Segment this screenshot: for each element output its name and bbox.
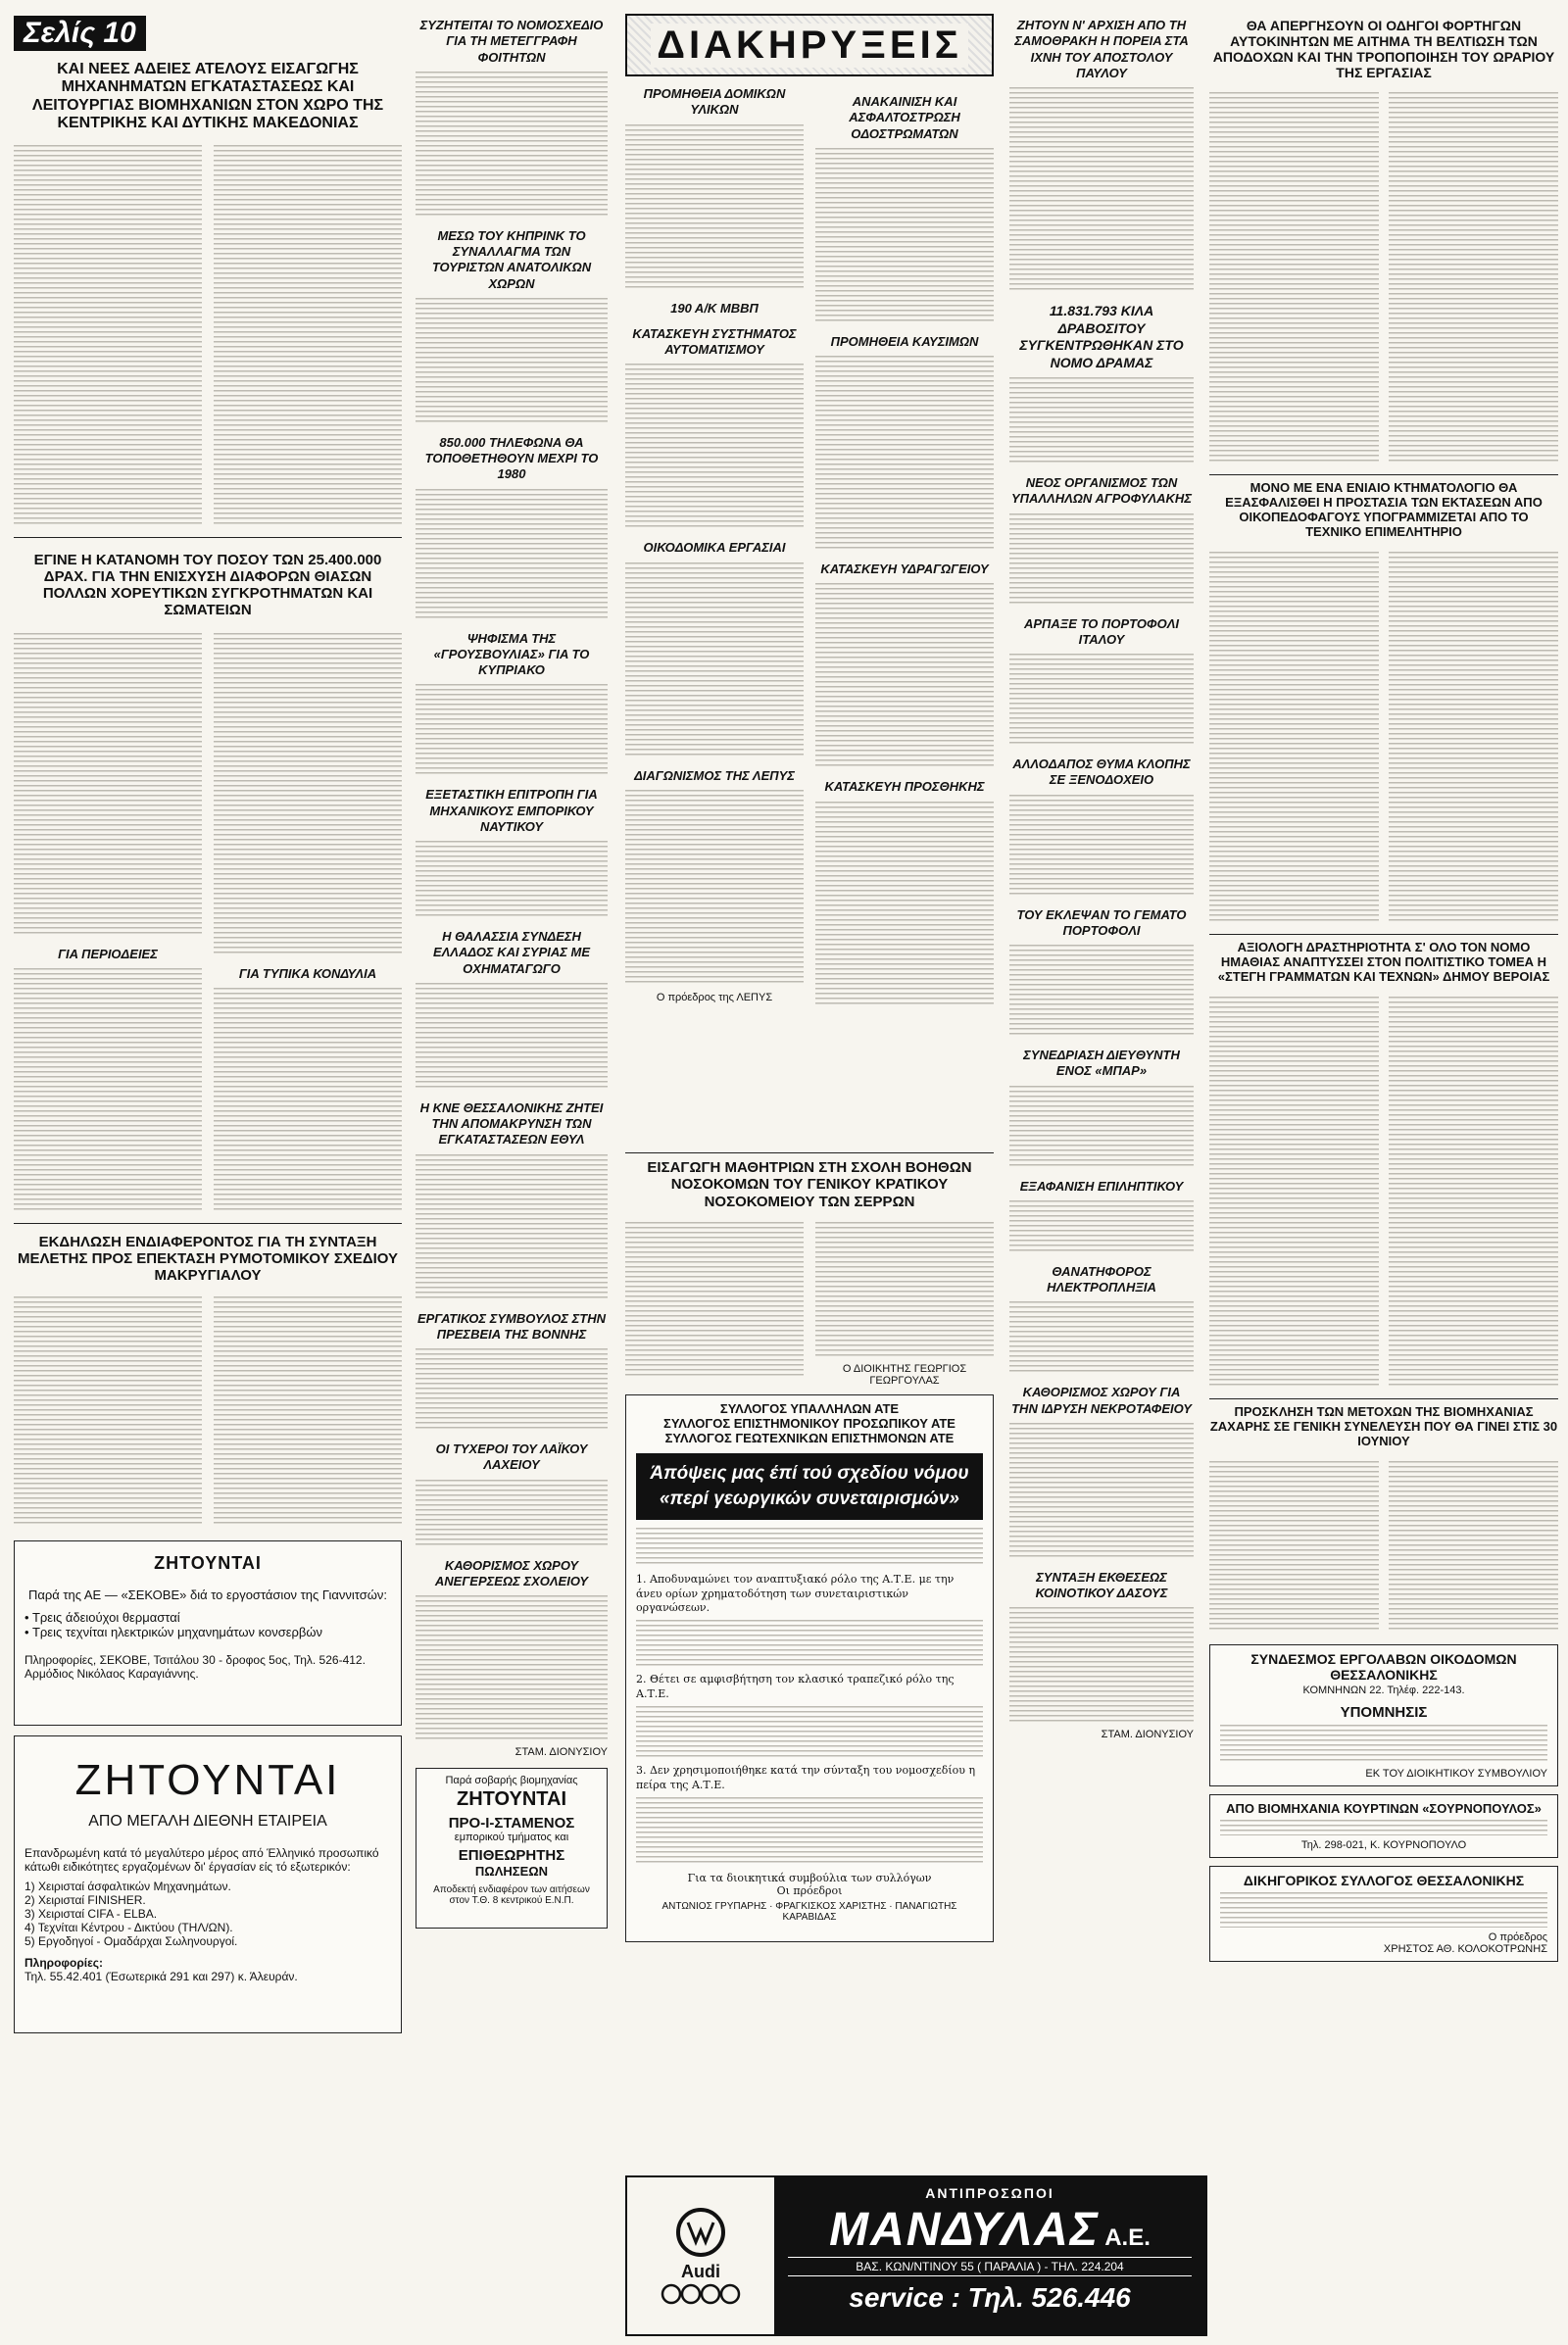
ad-small-jobs — [416, 1768, 608, 1929]
banner-diakiryxeis — [625, 14, 994, 76]
ad-intl-intro: Επανδρωμένη κατά τό μεγαλύτερο μέρος από Έλληνικό προσωπικό κάτωθι ειδικότητες εργαζομένων δι' έργασίαν είς τό εξωτερικόν: — [24, 1845, 379, 1874]
ad-intl-item: 4) Τεχνίται Κέντρου - Δικτύου (ΤΗΛ/ΩΝ). — [24, 1920, 233, 1934]
subhead-supplies: ΠΡΟΜΗΘΕΙΑ ΚΑΥΣΙΜΩΝ — [830, 333, 979, 349]
mandylas-service: service : Τηλ. 526.446 — [849, 2282, 1131, 2313]
union-line3: ΣΥΛΛΟΓΟΣ ΓΕΩΤΕΧΝΙΚΩΝ ΕΠΙΣΤΗΜΟΝΩΝ ΑΤΕ — [664, 1430, 955, 1445]
ad-international — [14, 1735, 402, 2033]
headline-veria-culture: ΑΞΙΟΛΟΓΗ ΔΡΑΣΤΗΡΙΟΤΗΤΑ Σ' ΟΛΟ ΤΟΝ ΝΟΜΟ ΗΜΑΘΙΑΣ ΑΝΑΠΤΥΣΣΕΙ ΣΤΟΝ ΠΟΛΙΤΙΣΤΙΚΟ ΤΟΜΕΑ Η «ΣΤΕΓΗ ΓΡΑΜΜΑΤΩΝ ΚΑΙ ΤΕΧΝΩΝ» ΔΗΜΟΥ ΒΕΡΟΙΑΣ — [1217, 940, 1550, 984]
headline-corn: 11.831.793 ΚΙΛΑ ΔΡΑΒΟΣΙΤΟΥ ΣΥΓΚΕΝΤΡΩΘΗΚΑΝ ΣΤΟ ΝΟΜΟ ΔΡΑΜΑΣ — [1019, 303, 1184, 370]
headline-snatched: ΑΡΠΑΞΕ ΤΟ ΠΟΡΤΟΦΟΛΙ ΙΤΑΛΟΥ — [1023, 615, 1180, 647]
headline-lottery: ΟΙ ΤΥΧΕΡΟΙ ΤΟΥ ΛΑΪΚΟΥ ΛΑΧΕΙΟΥ — [435, 1441, 588, 1473]
ad-lawyers — [1209, 1866, 1558, 1962]
headline-committee: ΕΞΕΤΑΣΤΙΚΗ ΕΠΙΤΡΟΠΗ ΓΙΑ ΜΗΧΑΝΙΚΟΥΣ ΕΜΠΟΡΙΚΟΥ ΝΑΥΤΙΚΟΥ — [425, 787, 598, 834]
contractors-title: ΣΥΝΔΕΣΜΟΣ ΕΡΓΟΛΑΒΩΝ ΟΙΚΟΔΟΜΩΝ ΘΕΣΣΑΛΟΝΙΚΗΣ — [1250, 1650, 1517, 1683]
subhead-construction: ΟΙΚΟΔΟΜΙΚΑ ΕΡΓΑΣΙΑΙ — [643, 540, 786, 556]
column-4 — [1009, 0, 1194, 1740]
headline-bonn: ΕΡΓΑΤΙΚΟΣ ΣΥΜΒΟΥΛΟΣ ΣΤΗΝ ΠΡΕΣΒΕΙΑ ΤΗΣ ΒΟΝΝΗΣ — [416, 1310, 607, 1342]
mandylas-address: ΒΑΣ. ΚΩΝ/ΝΤΙΝΟΥ 55 ( ΠΑΡΑΛΙΑ ) - ΤΗΛ. 224.204 — [788, 2257, 1192, 2276]
column-2 — [416, 0, 608, 1929]
column-1 — [14, 0, 402, 2033]
reminder-title: ΥΠΟΜΝΗΣΙΣ — [1340, 1703, 1428, 1721]
headline-organization: ΝΕΟΣ ΟΡΓΑΝΙΣΜΟΣ ΤΩΝ ΥΠΑΛΛΗΛΩΝ ΑΓΡΟΦΥΛΑΚΗΣ — [1010, 475, 1192, 507]
lawyers-name: ΧΡΗΣΤΟΣ ΑΘ. ΚΟΛΟΚΟΤΡΩΝΗΣ — [1383, 1942, 1547, 1955]
vw-logo-icon — [675, 2207, 726, 2258]
curtains-title: ΑΠΟ ΒΙΟΜΗΧΑΝΙΑ ΚΟΥΡΤΙΝΩΝ «ΣΟΥΡΝΟΠΟΥΛΟΣ» — [1226, 1800, 1542, 1816]
lawyers-title: ΔΙΚΗΓΟΡΙΚΟΣ ΣΥΛΛΟΓΟΣ ΘΕΣΣΑΛΟΝΙΚΗΣ — [1243, 1872, 1525, 1888]
article-grant — [14, 629, 402, 1217]
nurses-signature: Ο ΔΙΟΙΚΗΤΗΣ ΓΕΩΡΓΙΟΣ ΓΕΩΡΓΟΥΛΑΣ — [842, 1362, 967, 1387]
headline-transfer: ΣΥΖΗΤΕΙΤΑΙ ΤΟ ΝΟΜΟΣΧΕΔΙΟ ΓΙΑ ΤΗ ΜΕΤΕΓΓΡΑΦΗ ΦΟΙΤΗΤΩΝ — [419, 18, 604, 65]
headline-bar: ΣΥΝΕΔΡΙΑΣΗ ΔΙΕΥΘΥΝΤΗ ΕΝΟΣ «ΜΠΑΡ» — [1023, 1048, 1180, 1079]
subhead-kondylia: ΓΙΑ ΤΥΠΙΚΑ ΚΟΝΔΥΛΙΑ — [238, 965, 377, 981]
ad-intl-contact: Τηλ. 55.42.401 (Έσωτερικά 291 και 297) κ. Άλευράν. — [24, 1969, 298, 1983]
ad-intl-item: 1) Χειρισταί άσφαλτικών Μηχανημάτων. — [24, 1879, 231, 1893]
headline-school-site: ΚΑΘΟΡΙΣΜΟΣ ΧΩΡΟΥ ΑΝΕΓΕΡΣΕΩΣ ΣΧΟΛΕΙΟΥ — [434, 1557, 589, 1588]
mandylas-suffix: Α.Ε. — [1104, 2224, 1151, 2251]
ad-contractors — [1209, 1644, 1558, 1786]
column-3b — [815, 94, 994, 1011]
ad-union — [625, 1394, 994, 1942]
ad-sekove-title: ΖΗΤΟΥΝΤΑΙ — [154, 1552, 262, 1573]
mandylas-name: ΜΑΝΔΥΛΑΣ — [829, 2204, 1101, 2256]
banner-title: ΔΙΑΚΗΡΥΞΕΙΣ — [651, 24, 967, 68]
union-banner-line1: Άπόψεις μας έπί τού σχεδίου νόμου — [650, 1462, 969, 1484]
subhead-heating: ΔΙΑΓΩΝΙΣΜΟΣ ΤΗΣ ΛΕΠΥΣ — [634, 767, 795, 783]
headline-hotel-theft: ΑΛΛΟΔΑΠΟΣ ΘΥΜΑ ΚΛΟΠΗΣ ΣΕ ΞΕΝΟΔΟΧΕΙΟ — [1012, 757, 1191, 788]
audi-rings-icon — [654, 2282, 748, 2306]
column-5 — [1209, 0, 1558, 1962]
headline-machinery: ΚΑΙ ΝΕΕΣ ΑΔΕΙΕΣ ΑΤΕΛΟΥΣ ΕΙΣΑΓΩΓΗΣ ΜΗΧΑΝΗΜΑΤΩΝ ΕΓΚΑΤΑΣΤΑΣΕΩΣ ΚΑΙ ΛΕΙΤΟΥΡΓΙΑΣ ΒΙΟΜΗΧΑΝΙΩΝ ΣΤΟΝ ΧΩΡΟ ΤΗΣ ΚΕΝΤΡΙΚΗΣ ΚΑΙ ΔΥΤΙΚΗΣ ΜΑΚΕΔΟΝΙΑΣ — [31, 61, 384, 132]
union-banner-line2: «περί γεωργικών συνεταιρισμών» — [659, 1488, 959, 1509]
ad-sekove-intro: Παρά της ΑΕ — «ΣΕΚΟΒΕ» διά το εργοστάσιον της Γιαννιτσών: — [27, 1587, 388, 1602]
headline-electrocution: ΘΑΝΑΤΗΦΟΡΟΣ ΗΛΕΚΤΡΟΠΛΗΞΙΑ — [1047, 1263, 1156, 1295]
union-president: Οι πρόεδροι — [776, 1883, 843, 1897]
audi-logo-area — [627, 2177, 774, 2334]
ad-sekove — [14, 1540, 402, 1726]
mandylas-tag: ΑΝΤΙΠΡΟΣΩΠΟΙ — [925, 2185, 1054, 2201]
union-names: ΑΝΤΩΝΙΟΣ ΓΡΥΠΑΡΗΣ · ΦΡΑΓΚΙΣΚΟΣ ΧΑΡΙΣΤΗΣ · ΠΑΝΑΓΙΩΤΗΣ ΚΑΡΑΒΙΔΑΣ — [662, 1900, 957, 1923]
union-point: 2. Θέτει σε αμφισβήτηση τον κλασικό τραπεζικό ρόλο της Α.Τ.Ε. — [636, 1673, 955, 1701]
union-point: 3. Δεν χρησιμοποιήθηκε κατά την σύνταξη του νομοσχεδίου η πείρα της Α.Τ.Ε. — [636, 1763, 976, 1791]
headline-sugar-meeting: ΠΡΟΣΚΛΗΣΗ ΤΩΝ ΜΕΤΟΧΩΝ ΤΗΣ ΒΙΟΜΗΧΑΝΙΑΣ ΖΑΧΑΡΗΣ ΣΕ ΓΕΝΙΚΗ ΣΥΝΕΛΕΥΣΗ ΠΟΥ ΘΑ ΓΙΝΕΙ ΣΤΙΣ 30 ΙΟΥΝΙΟΥ — [1209, 1403, 1558, 1448]
union-point: 1. Αποδυναμώνει τον αναπτυξιακό ρόλο της Α.Τ.Ε. με την άνευ ορίων χρηματοδότηση των συνεταιριστικών οργανώσεων. — [636, 1572, 955, 1615]
headline-kavala: ΜΕΣΩ ΤΟΥ ΚΗΠΡΙΝΚ ΤΟ ΣΥΝΑΛΛΑΓΜΑ ΤΩΝ ΤΟΥΡΙΣΤΩΝ ΑΝΑΤΟΛΙΚΩΝ ΧΩΡΩΝ — [431, 227, 592, 291]
headline-grant: ΕΓΙΝΕ Η ΚΑΤΑΝΟΜΗ ΤΟΥ ΠΟΣΟΥ ΤΩΝ 25.400.000 ΔΡΑΧ. ΓΙΑ ΤΗΝ ΕΝΙΣΧΥΣΗ ΔΙΑΦΟΡΩΝ ΘΙΑΣΩΝ ΠΟΛΛΩΝ ΧΟΡΕΥΤΙΚΩΝ ΣΥΓΚΡΟΤΗΜΑΤΩΝ ΚΑΙ ΣΩΜΑΤΕΙΩΝ — [33, 551, 382, 619]
curtains-contact: Τηλ. 298-021, Κ. ΚΟΥΡΝΟΠΟΥΛΟ — [1300, 1838, 1467, 1851]
headline-study: ΕΚΔΗΛΩΣΗ ΕΝΔΙΑΦΕΡΟΝΤΟΣ ΓΙΑ ΤΗ ΣΥΝΤΑΞΗ ΜΕΛΕΤΗΣ ΠΡΟΣ ΕΠΕΚΤΑΣΗ ΡΥΜΟΤΟΜΙΚΟΥ ΣΧΕΔΙΟΥ ΜΑΚΡΥΓΙΑΛΟΥ — [17, 1233, 399, 1285]
headline-samothraki: ΖΗΤΟΥΝ Ν' ΑΡΧΙΣΗ ΑΠΟ ΤΗ ΣΑΜΟΘΡΑΚΗ Η ΠΟΡΕΙΑ ΣΤΑ ΙΧΝΗ ΤΟΥ ΑΠΟΣΤΟΛΟΥ ΠΑΥΛΟΥ — [1014, 18, 1189, 80]
headline-disappearance: ΕΞΑΦΑΝΙΣΗ ΕΠΙΛΗΠΤΙΚΟΥ — [1019, 1178, 1184, 1194]
union-line1: ΣΥΛΛΟΓΟΣ ΥΠΑΛΛΗΛΩΝ ΑΤΕ — [719, 1400, 900, 1416]
headline-wallet: ΤΟΥ ΕΚΛΕΨΑΝ ΤΟ ΓΕΜΑΤΟ ΠΟΡΤΟΦΟΛΙ — [1016, 906, 1187, 938]
audi-brand: Audi — [681, 2261, 720, 2281]
ad-small-intro: Παρά σοβαρής βιομηχανίας — [445, 1775, 578, 1786]
subhead-roads: ΑΝΑΚΑΙΝΙΣΗ ΚΑΙ ΑΣΦΑΛΤΟΣΤΡΩΣΗ ΟΔΟΣΤΡΩΜΑΤΩΝ — [849, 94, 960, 141]
headline-phones: 850.000 ΤΗΛΕΦΩΝΑ ΘΑ ΤΟΠΟΘΕΤΗΘΟΥΝ ΜΕΧΡΙ ΤΟ 1980 — [424, 434, 599, 482]
subhead-amount: 190 Α/Κ ΜΒΒΠ — [670, 300, 759, 316]
col3-director: Ο πρόεδρος της ΛΕΠΥΣ — [656, 991, 773, 1003]
subhead-sewers: ΚΑΤΑΣΚΕΥΗ ΥΔΡΑΓΩΓΕΙΟΥ — [820, 562, 989, 576]
headline-cemetery: ΚΑΘΟΡΙΣΜΟΣ ΧΩΡΟΥ ΓΙΑ ΤΗΝ ΙΔΡΥΣΗ ΝΕΚΡΟΤΑΦΕΙΟΥ — [1011, 1385, 1192, 1416]
headline-forest: ΣΥΝΤΑΞΗ ΕΚΘΕΣΕΩΣ ΚΟΙΝΟΤΙΚΟΥ ΔΑΣΟΥΣ — [1035, 1569, 1168, 1600]
ad-curtains — [1209, 1794, 1558, 1858]
headline-sea-link: Η ΘΑΛΑΣΣΙΑ ΣΥΝΔΕΣΗ ΕΛΛΑΔΟΣ ΚΑΙ ΣΥΡΙΑΣ ΜΕ ΟΧΗΜΑΤΑΓΩΓΟ — [432, 929, 591, 976]
subhead-materials: ΠΡΟΜΗΘΕΙΑ ΔΟΜΙΚΩΝ ΥΛΙΚΩΝ — [643, 86, 786, 118]
ad-small-title: ΖΗΤΟΥΝΤΑΙ — [456, 1788, 567, 1810]
col4-signature: ΣΤΑΜ. ΔΙΟΝΥΣΙΟΥ — [1101, 1729, 1194, 1741]
ad-small-line1: ΠΡΟ-Ι-ΣΤΑΜΕΝΟΣ — [448, 1815, 575, 1832]
ad-small-line2b: ΠΩΛΗΣΕΩΝ — [474, 1864, 549, 1879]
headline-land-registry: ΜΟΝΟ ΜΕ ΕΝΑ ΕΝΙΑΙΟ ΚΤΗΜΑΤΟΛΟΓΙΟ ΘΑ ΕΞΑΣΦΑΛΙΣΘΕΙ Η ΠΡΟΣΤΑΣΙΑ ΤΩΝ ΕΚΤΑΣΕΩΝ ΑΠΟ ΟΙΚΟΠΕΔΟΦΑΓΟΥΣ ΥΠΟΓΡΑΜΜΙΖΕΤΑΙ ΑΠΟ ΤΟ ΤΕΧΝΙΚΟ ΕΠΙΜΕΛΗΤΗΡΙΟ — [1225, 480, 1543, 540]
ad-small-line2: ΕΠΙΘΕΩΡΗΤΗΣ — [458, 1847, 565, 1864]
article-study — [14, 1293, 402, 1531]
ad-mandylas — [625, 2175, 1207, 2336]
headline-kne: Η ΚΝΕ ΘΕΣΣΑΛΟΝΙΚΗΣ ΖΗΤΕΙ ΤΗΝ ΑΠΟΜΑΚΡΥΝΣΗ ΤΩΝ ΕΓΚΑΤΑΣΤΑΣΕΩΝ ΕΘΥΛ — [419, 1099, 604, 1148]
subhead-fountain: ΚΑΤΑΣΚΕΥΗ ΠΡΟΣΘΗΚΗΣ — [824, 779, 985, 795]
union-banner — [636, 1453, 983, 1520]
headline-vote: ΨΗΦΙΣΜΑ ΤΗΣ «ΓΡΟΥΣΒΟΥΛΙΑΣ» ΓΙΑ ΤΟ ΚΥΠΡΙΑΚΟ — [433, 630, 590, 677]
lawyers-sign: Ο πρόεδρος — [1488, 1930, 1547, 1943]
ad-sekove-item: • Τρεις τεχνίται ηλεκτρικών μηχανημάτων κονσερβών — [24, 1624, 323, 1639]
union-for: Για τα διοικητικά συμβούλια των συλλόγων — [687, 1871, 932, 1884]
col2-signature: ΣΤΑΜ. ΔΙΟΝΥΣΙΟΥ — [514, 1746, 608, 1758]
contractors-address: ΚΟΜΝΗΝΩΝ 22. Τηλέφ. 222-143. — [1302, 1684, 1465, 1696]
ad-small-note: Αποδεκτή ενδιαφέρον των αιτήσεων στον Τ.Θ. 8 κεντρικού Ε.Ν.Π. — [433, 1884, 590, 1906]
ad-intl-subtitle: ΑΠΟ ΜΕΓΑΛΗ ΔΙΕΘΝΗ ΕΤΑΙΡΕΙΑ — [88, 1812, 327, 1830]
ad-intl-item: 5) Εργοδηγοί - Ομαδάρχαι Σωληνουργοί. — [24, 1933, 238, 1948]
article-machinery — [14, 141, 402, 531]
ad-intl-item: 2) Χειρισταί FINISHER. — [24, 1892, 146, 1907]
subhead-periodeies: ΓΙΑ ΠΕΡΙΟΔΕΙΕΣ — [58, 946, 158, 961]
headline-truck-strike: ΘΑ ΑΠΕΡΓΗΣΟΥΝ ΟΙ ΟΔΗΓΟΙ ΦΟΡΤΗΓΩΝ ΑΥΤΟΚΙΝΗΤΩΝ ΜΕ ΑΙΤΗΜΑ ΤΗ ΒΕΛΤΙΩΣΗ ΤΩΝ ΑΠΟΔΟΧΩΝ ΚΑΙ ΤΗΝ ΤΡΟΠΟΠΟΙΗΣΗ ΤΟΥ ΩΡΑΡΙΟΥ ΤΗΣ ΕΡΓΑΣΙΑΣ — [1212, 18, 1555, 81]
union-line2: ΣΥΛΛΟΓΟΣ ΕΠΙΣΤΗΜΟΝΙΚΟΥ ΠΡΟΣΩΠΙΚΟΥ ΑΤΕ — [663, 1415, 956, 1431]
ad-intl-title: ΖΗΤΟΥΝΤΑΙ — [74, 1755, 341, 1804]
subhead-milk: ΚΑΤΑΣΚΕΥΗ ΣΥΣΤΗΜΑΤΟΣ ΑΥΤΟΜΑΤΙΣΜΟΥ — [632, 325, 797, 357]
ad-intl-info-label: Πληροφορίες: — [24, 1955, 104, 1970]
reminder-signature: ΕΚ ΤΟΥ ΔΙΟΙΚΗΤΙΚΟΥ ΣΥΜΒΟΥΛΙΟΥ — [1365, 1767, 1547, 1780]
page-label: Σελίς 10 — [14, 16, 146, 51]
article-nurses — [625, 1147, 994, 1942]
ad-sekove-contact: Πληροφορίες, ΣΕΚΟΒΕ, Τσιτάλου 30 - δροφος 5ος, Τηλ. 526-412. Αρμόδιος Νικόλαος Καραγιάννης. — [24, 1652, 366, 1681]
headline-nurses: ΕΙΣΑΓΩΓΗ ΜΑΘΗΤΡΙΩΝ ΣΤΗ ΣΧΟΛΗ ΒΟΗΘΩΝ ΝΟΣΟΚΟΜΩΝ ΤΟΥ ΓΕΝΙΚΟΥ ΚΡΑΤΙΚΟΥ ΝΟΣΟΚΟΜΕΙΟΥ ΤΩΝ ΣΕΡΡΩΝ — [647, 1159, 972, 1210]
ad-sekove-item: • Τρεις άδειούχοι θερμασταί — [24, 1609, 180, 1625]
ad-intl-item: 3) Χειρισταί CIFA - ELBA. — [24, 1906, 158, 1921]
ad-small-line1b: εμπορικού τμήματος και — [454, 1832, 569, 1843]
